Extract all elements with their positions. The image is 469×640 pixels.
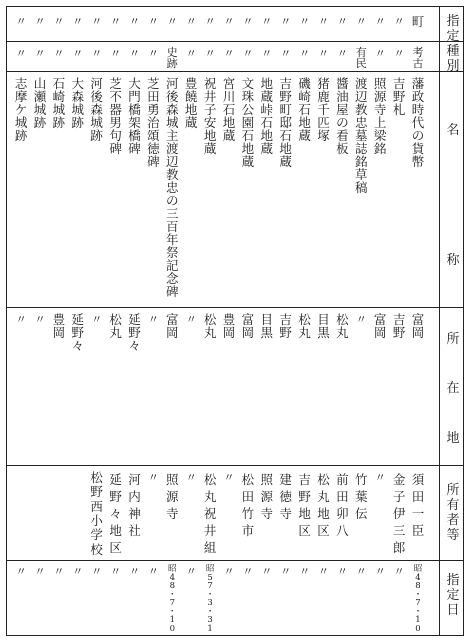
cell-type: 〃 (318, 47, 329, 60)
cell-location: 〃 (15, 313, 27, 326)
cell-name: 祝 井 子 安 地 蔵 (203, 76, 217, 156)
cell-owner: 松 野 西 小 学 校 (90, 470, 103, 557)
cell-type: 〃 (261, 47, 273, 60)
cell-name: 芝 田 勇 治 頌 徳 碑 (147, 76, 160, 169)
cell-type: 〃 (53, 47, 65, 60)
cell-owner: 松 丸 地 区 (317, 472, 330, 538)
cell-type: 考 古 (412, 46, 424, 70)
cell-date: 〃 (15, 565, 27, 578)
cell-location: 延 野 々 (128, 312, 141, 353)
cell-type: 〃 (204, 47, 216, 60)
cell-owner: 〃 (185, 471, 197, 484)
cell-name: 石 崎 城 跡 (52, 76, 66, 130)
cell-date: 〃 (318, 565, 329, 578)
cell-designation: 〃 (261, 15, 273, 28)
cell-owner: 須 田 一 臣 (411, 472, 425, 538)
cell-owner: 〃 (223, 471, 235, 484)
cell-owner: 松 田 竹 市 (241, 472, 255, 538)
cell-location: 目 黒 (317, 312, 330, 340)
cell-location: 吉 野 (392, 312, 406, 340)
cell-designation: 〃 (110, 15, 122, 28)
header-designation: 指 定 (446, 14, 460, 44)
cell-type: 〃 (393, 47, 405, 60)
cell-type: 〃 (336, 47, 348, 60)
cell-type: 〃 (299, 47, 311, 60)
cell-location: 〃 (355, 313, 367, 326)
cell-date: 〃 (261, 565, 273, 578)
cell-location: 〃 (34, 313, 46, 326)
cell-designation: 〃 (34, 15, 46, 28)
cell-date: 昭 4 8 ・ 7 ・ 1 0 (168, 564, 177, 634)
cell-type: 〃 (72, 47, 84, 60)
cell-name: 渡 辺 教 忠 墓 誌 銘 草 稿 (355, 76, 368, 195)
cell-type: 〃 (223, 47, 235, 60)
cell-owner: 〃 (147, 471, 159, 484)
cell-designation: 〃 (355, 15, 367, 28)
cell-type: 〃 (374, 47, 386, 60)
cell-date: 〃 (129, 565, 140, 578)
cell-type: 〃 (129, 47, 140, 60)
cell-owner: 延 野 々 地 区 (109, 472, 122, 555)
header-name-2: 称 (446, 253, 460, 268)
cell-name: 河 後 森 城 主 渡 辺 教 忠 の 三 百 年 祭 記 念 碑 (166, 76, 179, 299)
cell-date: 〃 (374, 565, 386, 578)
header-type: 種 別 (446, 44, 460, 74)
cell-type: 〃 (15, 47, 27, 60)
cell-date: 〃 (223, 565, 235, 578)
cell-location: 松 丸 (336, 312, 349, 340)
row-divider (7, 560, 463, 561)
cell-location: 〃 (91, 313, 103, 326)
cell-designation: 〃 (129, 15, 140, 28)
cell-date: 〃 (299, 565, 311, 578)
cell-location: 松 丸 (298, 312, 311, 340)
cell-designation: 〃 (72, 15, 84, 28)
cell-location: 富 岡 (241, 312, 255, 340)
cell-name: 猪 鹿 千 匹 塚 (317, 76, 330, 143)
cell-designation: 〃 (299, 15, 311, 28)
cell-location: 吉 野 (279, 312, 292, 340)
cell-date: 〃 (147, 565, 159, 578)
cell-date: 〃 (393, 565, 405, 578)
cell-type: 〃 (242, 47, 254, 60)
header-location-1: 所 (446, 332, 460, 347)
cell-location: 〃 (185, 313, 197, 326)
cell-date: 昭 5 7 ・ 3 ・ 3 1 (205, 564, 215, 634)
cell-name: 醬 油 屋 の 看 板 (336, 76, 349, 156)
cell-name: 大 森 城 跡 (71, 76, 85, 130)
cell-location: 目 黒 (260, 312, 274, 340)
cell-owner: 建 徳 寺 (279, 472, 292, 521)
cell-location: 富 岡 (411, 312, 425, 340)
cell-designation: 〃 (393, 15, 405, 28)
cell-designation: 〃 (374, 15, 386, 28)
cell-owner: 照 源 寺 (166, 472, 179, 521)
cell-location: 富 岡 (373, 312, 387, 340)
cell-name: 宮 川 石 地 蔵 (222, 76, 236, 143)
header-name-1: 名 (446, 123, 460, 138)
cell-location: 〃 (147, 313, 159, 326)
cell-date: 〃 (185, 565, 197, 578)
cell-designation: 〃 (166, 15, 178, 28)
row-divider (7, 41, 463, 42)
cell-name: 吉 野 町 邸 石 地 蔵 (279, 76, 292, 169)
cultural-properties-table (6, 6, 464, 636)
cell-date: 〃 (72, 565, 84, 578)
cell-designation: 〃 (280, 15, 292, 28)
cell-designation: 〃 (336, 15, 348, 28)
cell-owner: 河 内 神 社 (128, 472, 141, 538)
cell-designation: 〃 (147, 15, 159, 28)
cell-owner: 〃 (374, 471, 386, 484)
cell-location: 豊 岡 (52, 312, 66, 340)
cell-owner: 吉 野 地 区 (298, 472, 311, 538)
cell-date: 昭 4 8 ・ 7 ・ 1 0 (413, 564, 423, 634)
cell-date: 〃 (242, 565, 254, 578)
cell-type: 〃 (34, 47, 46, 60)
cell-location: 延 野 々 (71, 312, 85, 353)
cell-date: 〃 (355, 565, 367, 578)
cell-date: 〃 (336, 565, 348, 578)
header-location-3: 地 (446, 431, 460, 446)
cell-name: 豊 饒 地 蔵 (184, 76, 198, 130)
cell-location: 松 丸 (109, 312, 122, 340)
row-divider (7, 307, 463, 308)
cell-owner: 照 源 寺 (260, 472, 274, 521)
cell-date: 〃 (34, 565, 46, 578)
cell-date: 〃 (280, 565, 292, 578)
header-column-divider (439, 7, 440, 635)
cell-type: 〃 (280, 47, 292, 60)
cell-name: 河 後 森 城 跡 (90, 76, 103, 143)
cell-location: 豊 岡 (222, 312, 236, 340)
cell-owner: 松 丸 祝 井 組 (203, 472, 217, 555)
cell-date: 〃 (91, 565, 103, 578)
cell-location: 松 丸 (203, 312, 217, 340)
cell-name: 磯 崎 石 地 蔵 (298, 76, 311, 143)
cell-location: 富 岡 (166, 312, 179, 340)
cell-designation: 〃 (242, 15, 254, 28)
cell-name: 文 珠 公 園 石 地 蔵 (241, 76, 255, 169)
cell-name: 地 蔵 峠 石 地 蔵 (260, 76, 274, 156)
cell-designation: 〃 (15, 15, 27, 28)
row-divider (7, 465, 463, 466)
cell-owner: 竹 葉 伝 (355, 472, 368, 521)
cell-designation: 〃 (223, 15, 235, 28)
header-owner: 所 有 者 等 (446, 483, 460, 543)
cell-type: 〃 (91, 47, 103, 60)
cell-name: 大 門 橋 架 橋 碑 (128, 76, 141, 156)
header-date: 指 定 日 (446, 573, 460, 618)
cell-owner: 金 子 伊 三 郎 (392, 472, 406, 555)
cell-designation: 〃 (53, 15, 65, 28)
cell-type: 〃 (110, 47, 122, 60)
row-divider (7, 71, 463, 72)
cell-designation: 〃 (185, 15, 197, 28)
cell-type: 史 跡 (166, 46, 178, 70)
cell-name: 志 摩 ケ 城 跡 (14, 76, 28, 143)
cell-type: 〃 (185, 47, 197, 60)
cell-name: 山 瀬 城 跡 (33, 76, 47, 130)
cell-designation: 町 (411, 14, 425, 29)
cell-designation: 〃 (318, 15, 329, 28)
cell-name: 照 源 寺 上 梁 銘 (373, 76, 387, 156)
cell-designation: 〃 (204, 15, 216, 28)
cell-designation: 〃 (91, 15, 103, 28)
header-location-2: 在 (446, 381, 460, 396)
cell-type: 有 民 (355, 46, 367, 70)
cell-name: 芝 不 器 男 句 碑 (109, 76, 122, 156)
cell-name: 藩 政 時 代 の 貨 幣 (411, 76, 425, 169)
cell-date: 〃 (53, 565, 65, 578)
cell-type: 〃 (147, 47, 159, 60)
cell-owner: 前 田 卯 八 (336, 472, 349, 538)
cell-date: 〃 (110, 565, 122, 578)
cell-name: 吉 野 札 (392, 76, 406, 117)
